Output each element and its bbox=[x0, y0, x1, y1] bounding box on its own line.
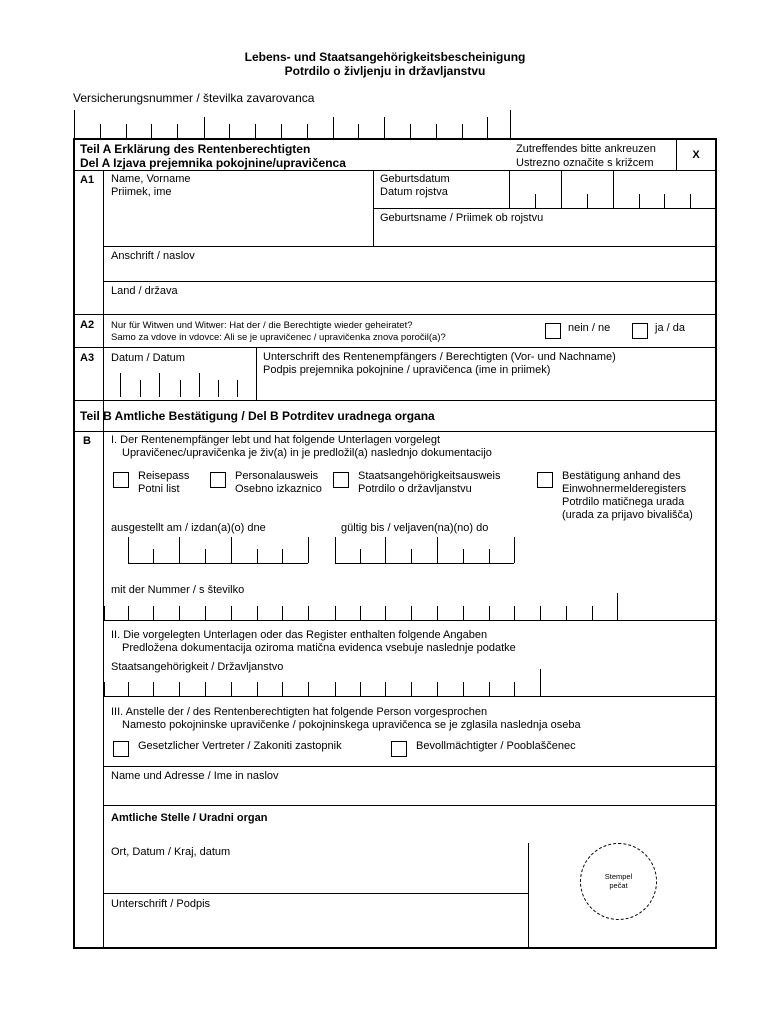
a1-name-de: Name, Vorname bbox=[111, 173, 191, 185]
a2-no-label: nein / ne bbox=[568, 322, 611, 334]
a1-country: Land / država bbox=[111, 285, 178, 297]
a1-name-sl: Priimek, ime bbox=[111, 186, 172, 198]
section3-sl: Namesto pokojninske upravičenke / pokojninskega upravičenca se je zglasila naslednja oseba bbox=[122, 719, 581, 731]
a3-signature-sl: Podpis prejemnika pokojnine / upravičenca (ime in priimek) bbox=[263, 364, 551, 376]
doc-id-card-checkbox[interactable] bbox=[210, 472, 226, 488]
a2-no-checkbox[interactable] bbox=[545, 323, 561, 339]
stamp-sl: pečat bbox=[609, 881, 628, 890]
a2-question-de: Nur für Witwen und Witwer: Hat der / die Berechtigte wieder geheiratet? bbox=[111, 320, 413, 331]
a3-code: A3 bbox=[80, 352, 95, 364]
b-code: B bbox=[83, 435, 91, 447]
doc-register-de: Bestätigung anhand des bbox=[562, 470, 681, 482]
hint-mark: X bbox=[692, 149, 700, 161]
a2-yes-checkbox[interactable] bbox=[632, 323, 648, 339]
doc-register-sl2: (urada za prijavo bivališča) bbox=[562, 509, 693, 521]
stamp-de: Stempel bbox=[604, 872, 633, 881]
section1-de: I. Der Rentenempfänger lebt und hat folgende Unterlagen vorgelegt bbox=[111, 434, 440, 446]
authorized-label: Bevollmächtigter / Pooblaščenec bbox=[416, 740, 576, 752]
authorized-checkbox[interactable] bbox=[391, 741, 407, 757]
title-sl: Potrdilo o življenju in državljanstvu bbox=[284, 64, 486, 78]
a1-birthdate-de: Geburtsdatum bbox=[380, 173, 450, 185]
part-b-title: Teil B Amtliche Bestätigung / Del B Potrditev uradnega organa bbox=[80, 409, 435, 423]
name-address-label: Name und Adresse / Ime in naslov bbox=[111, 770, 279, 782]
legal-rep-label: Gesetzlicher Vertreter / Zakoniti zastopnik bbox=[138, 740, 342, 752]
section2-sl: Predložena dokumentacija oziroma matična evidenca vsebuje naslednje podatke bbox=[122, 642, 516, 654]
doc-passport-checkbox[interactable] bbox=[113, 472, 129, 488]
part-a-title-sl: Del A Izjava prejemnika pokojnine/upravičenca bbox=[80, 156, 346, 170]
place-date-label: Ort, Datum / Kraj, datum bbox=[111, 846, 231, 858]
a1-address: Anschrift / naslov bbox=[111, 250, 195, 262]
a2-yes-label: ja / da bbox=[655, 322, 685, 334]
title-de: Lebens- und Staatsangehörigkeitsbescheinigung bbox=[244, 50, 526, 64]
doc-citizenship-de: Staatsangehörigkeitsausweis bbox=[358, 470, 501, 482]
section2-de: II. Die vorgelegten Unterlagen oder das Register enthalten folgende Angaben bbox=[111, 629, 488, 641]
doc-passport-de: Reisepass bbox=[138, 470, 190, 482]
legal-rep-checkbox[interactable] bbox=[113, 741, 129, 757]
section1-sl: Upravičenec/upravičenka je živ(a) in je predložil(a) naslednjo dokumentacijo bbox=[122, 447, 492, 459]
a3-date-label: Datum / Datum bbox=[111, 352, 185, 364]
doc-id-card-sl: Osebno izkaznico bbox=[235, 483, 322, 495]
part-a-title-de: Teil A Erklärung des Rentenberechtigten bbox=[80, 142, 311, 156]
doc-citizenship-checkbox[interactable] bbox=[333, 472, 349, 488]
valid-label: gültig bis / veljaven(na)(no) do bbox=[341, 522, 489, 534]
office-label: Amtliche Stelle / Uradni organ bbox=[111, 812, 268, 824]
hint-sl: Ustrezno označite s križcem bbox=[516, 157, 654, 169]
doc-register-checkbox[interactable] bbox=[537, 472, 553, 488]
a1-birthname: Geburtsname / Priimek ob rojstvu bbox=[380, 212, 544, 224]
doc-passport-sl: Potni list bbox=[138, 483, 180, 495]
signature-label: Unterschrift / Podpis bbox=[111, 898, 211, 910]
a2-code: A2 bbox=[80, 319, 95, 331]
number-label: mit der Nummer / s številko bbox=[111, 584, 245, 596]
insurance-number-label: Versicherungsnummer / številka zavarovanca bbox=[73, 91, 315, 105]
doc-register-sl: Potrdilo matičnega urada bbox=[562, 496, 685, 508]
section3-de: III. Anstelle der / des Rentenberechtigten hat folgende Person vorgesprochen bbox=[111, 706, 488, 718]
a1-birthdate-sl: Datum rojstva bbox=[380, 186, 448, 198]
doc-citizenship-sl: Potrdilo o državljanstvu bbox=[358, 483, 472, 495]
a1-code: A1 bbox=[80, 174, 95, 186]
a3-signature-de: Unterschrift des Rentenempfängers / Berechtigten (Vor- und Nachname) bbox=[263, 351, 616, 363]
issued-label: ausgestellt am / izdan(a)(o) dne bbox=[111, 522, 266, 534]
a2-question-sl: Samo za vdove in vdovce: Ali se je upravičenec / upravičenka znova poročil(a)? bbox=[111, 332, 446, 343]
citizenship-label: Staatsangehörigkeit / Državljanstvo bbox=[111, 661, 284, 673]
doc-register-de2: Einwohnermelderegisters bbox=[562, 483, 687, 495]
doc-id-card-de: Personalausweis bbox=[235, 470, 319, 482]
hint-de: Zutreffendes bitte ankreuzen bbox=[516, 143, 656, 155]
